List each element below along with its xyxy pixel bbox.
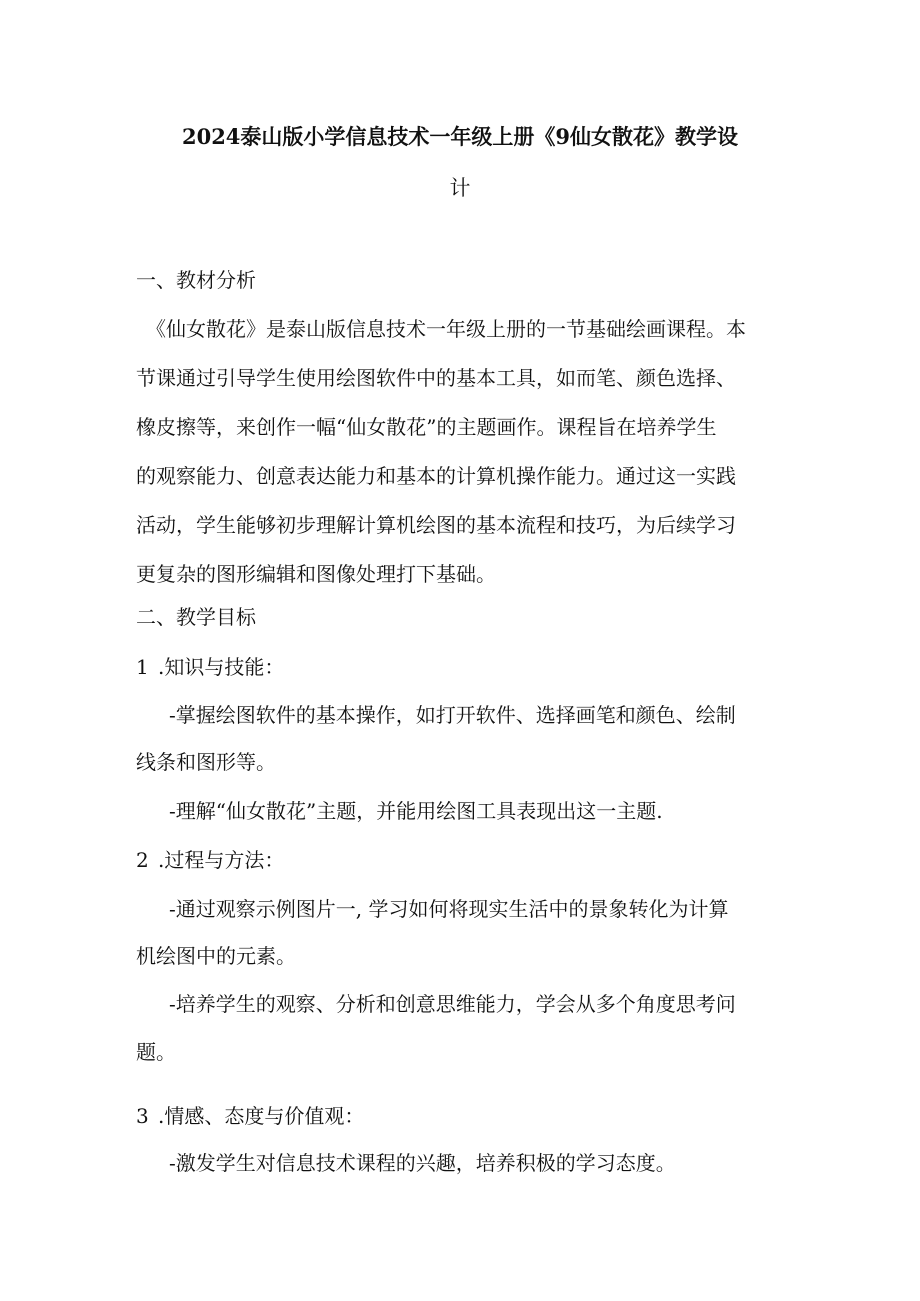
goal-number: 2 — [136, 848, 149, 872]
paragraph-line: 的观察能力、创意表达能力和基本的计算机操作能力。通过这一实践 — [136, 464, 736, 488]
goal-item-line: 题。 — [136, 1040, 176, 1064]
goal-label: .情感、态度与价值观： — [158, 1104, 365, 1128]
goal-label: .过程与方法： — [158, 848, 285, 872]
goal-item-line: -通过观察示例图片一, 学习如何将现实生活中的景象转化为计算 — [169, 897, 729, 921]
goal-number: 1 — [136, 655, 149, 679]
goal-heading-knowledge — [136, 653, 284, 681]
goal-heading-process — [136, 846, 284, 874]
section-heading-goals: 二、教学目标 — [136, 605, 256, 629]
paragraph-line: 节课通过引导学生使用绘图软件中的基本工具，如而笔、颜色选择、 — [136, 366, 736, 390]
paragraph-line: 活动，学生能够初步理解计算机绘图的基本流程和技巧，为后续学习 — [136, 513, 736, 537]
goal-item-line: -激发学生对信息技术课程的兴趣，培养积极的学习态度。 — [169, 1151, 676, 1175]
paragraph-line: 更复杂的图形编辑和图像处理打下基础。 — [136, 562, 496, 586]
paragraph-line: 《仙女散花》是泰山版信息技术一年级上册的一节基础绘画课程。本 — [146, 317, 746, 341]
paragraph-line: 橡皮擦等，来创作一幅“仙女散花”的主题画作。课程旨在培养学生 — [136, 415, 717, 439]
goal-number: 3 — [136, 1104, 149, 1128]
goal-item-line: -培养学生的观察、分析和创意思维能力，学会从多个角度思考问 — [169, 992, 736, 1016]
document-title: 2024泰山版小学信息技术一年级上册《9仙女散花》教学设 — [181, 124, 739, 149]
goal-item-line: -理解“仙女散花”主题，并能用绘图工具表现出这一主题. — [169, 799, 663, 823]
goal-item-line: 机绘图中的元素。 — [136, 944, 296, 968]
goal-item-line: -掌握绘图软件的基本操作，如打开软件、选择画笔和颜色、绘制 — [169, 703, 736, 727]
goal-item-line: 线条和图形等。 — [136, 750, 276, 774]
document-title-continued: 计 — [449, 176, 471, 200]
section-heading-materials: 一、教材分析 — [136, 268, 256, 292]
goal-heading-attitude — [136, 1102, 364, 1130]
goal-label: .知识与技能： — [158, 655, 285, 679]
